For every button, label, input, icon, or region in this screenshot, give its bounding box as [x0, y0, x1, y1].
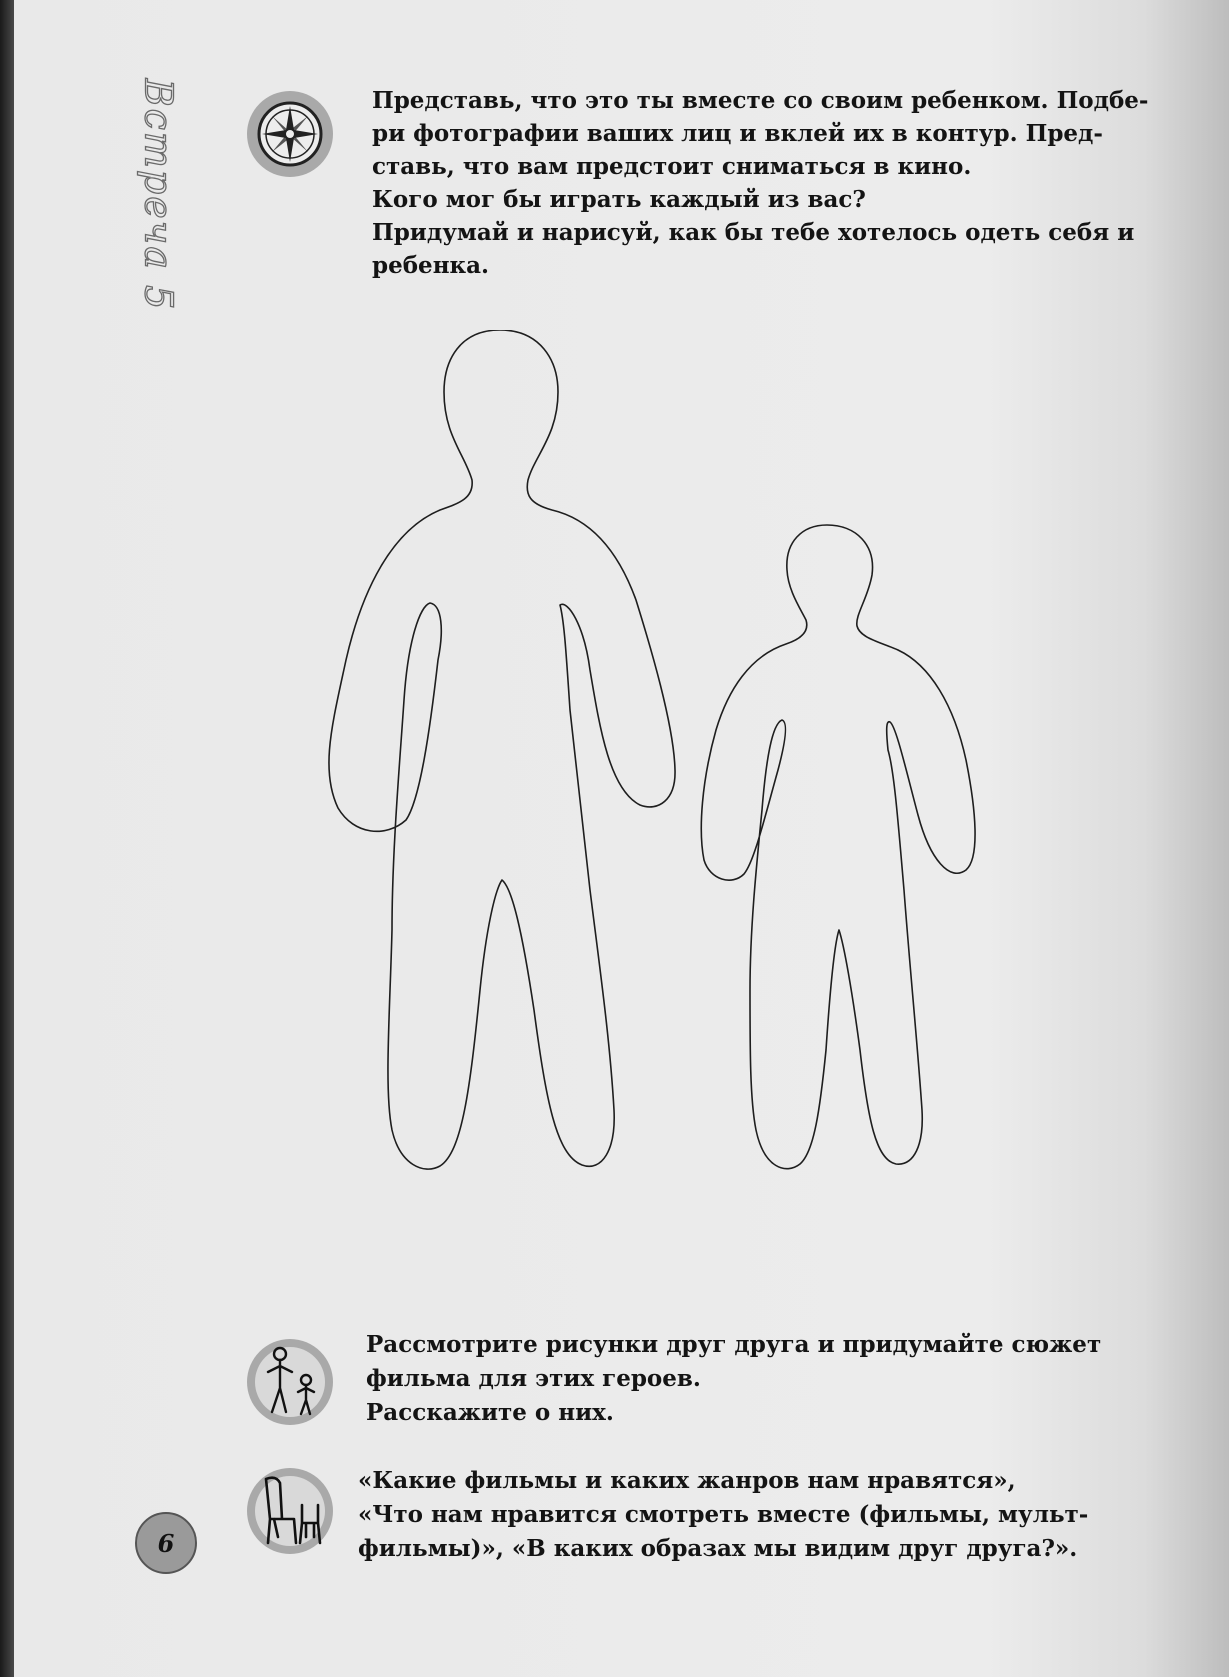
- chairs-icon: [244, 1465, 336, 1561]
- task-1-line: Представь, что это ты вместе со своим ребенком. Подбе-: [372, 87, 1149, 114]
- task-1-line: ребенка.: [372, 252, 490, 279]
- task-3-line: «Что нам нравится смотреть вместе (фильмы, мульт-: [358, 1501, 1089, 1528]
- task-3-line: фильмы)», «В каких образах мы видим друг друга?».: [358, 1535, 1078, 1562]
- adult-figure-outline: [329, 330, 675, 1169]
- task-2-instructions: [366, 1328, 1156, 1430]
- compass-star-icon: [244, 88, 336, 184]
- task-2-line: фильма для этих героев.: [366, 1365, 701, 1392]
- task-1-line: ставь, что вам предстоит сниматься в кино.: [372, 153, 972, 180]
- task-2-line: Расскажите о них.: [366, 1399, 614, 1426]
- figure-outlines: [320, 330, 1040, 1260]
- parent-child-icon: [244, 1336, 336, 1432]
- task-1-instructions: [372, 84, 1152, 282]
- task-3-instructions: [358, 1464, 1158, 1566]
- task-3-line: «Какие фильмы и каких жанров нам нравятся»,: [358, 1467, 1016, 1494]
- page-number: 6: [135, 1512, 197, 1574]
- scan-edge: [0, 0, 14, 1677]
- task-2-line: Рассмотрите рисунки друг друга и придумайте сюжет: [366, 1331, 1102, 1358]
- side-title: [118, 80, 198, 310]
- child-figure-outline: [701, 525, 975, 1169]
- side-title-text: Встреча 5: [136, 78, 181, 312]
- task-1-line: Кого мог бы играть каждый из вас?: [372, 186, 866, 213]
- task-1-line: Придумай и нарисуй, как бы тебе хотелось одеть себя и: [372, 219, 1135, 246]
- task-1-line: ри фотографии ваших лиц и вклей их в контур. Пред-: [372, 120, 1103, 147]
